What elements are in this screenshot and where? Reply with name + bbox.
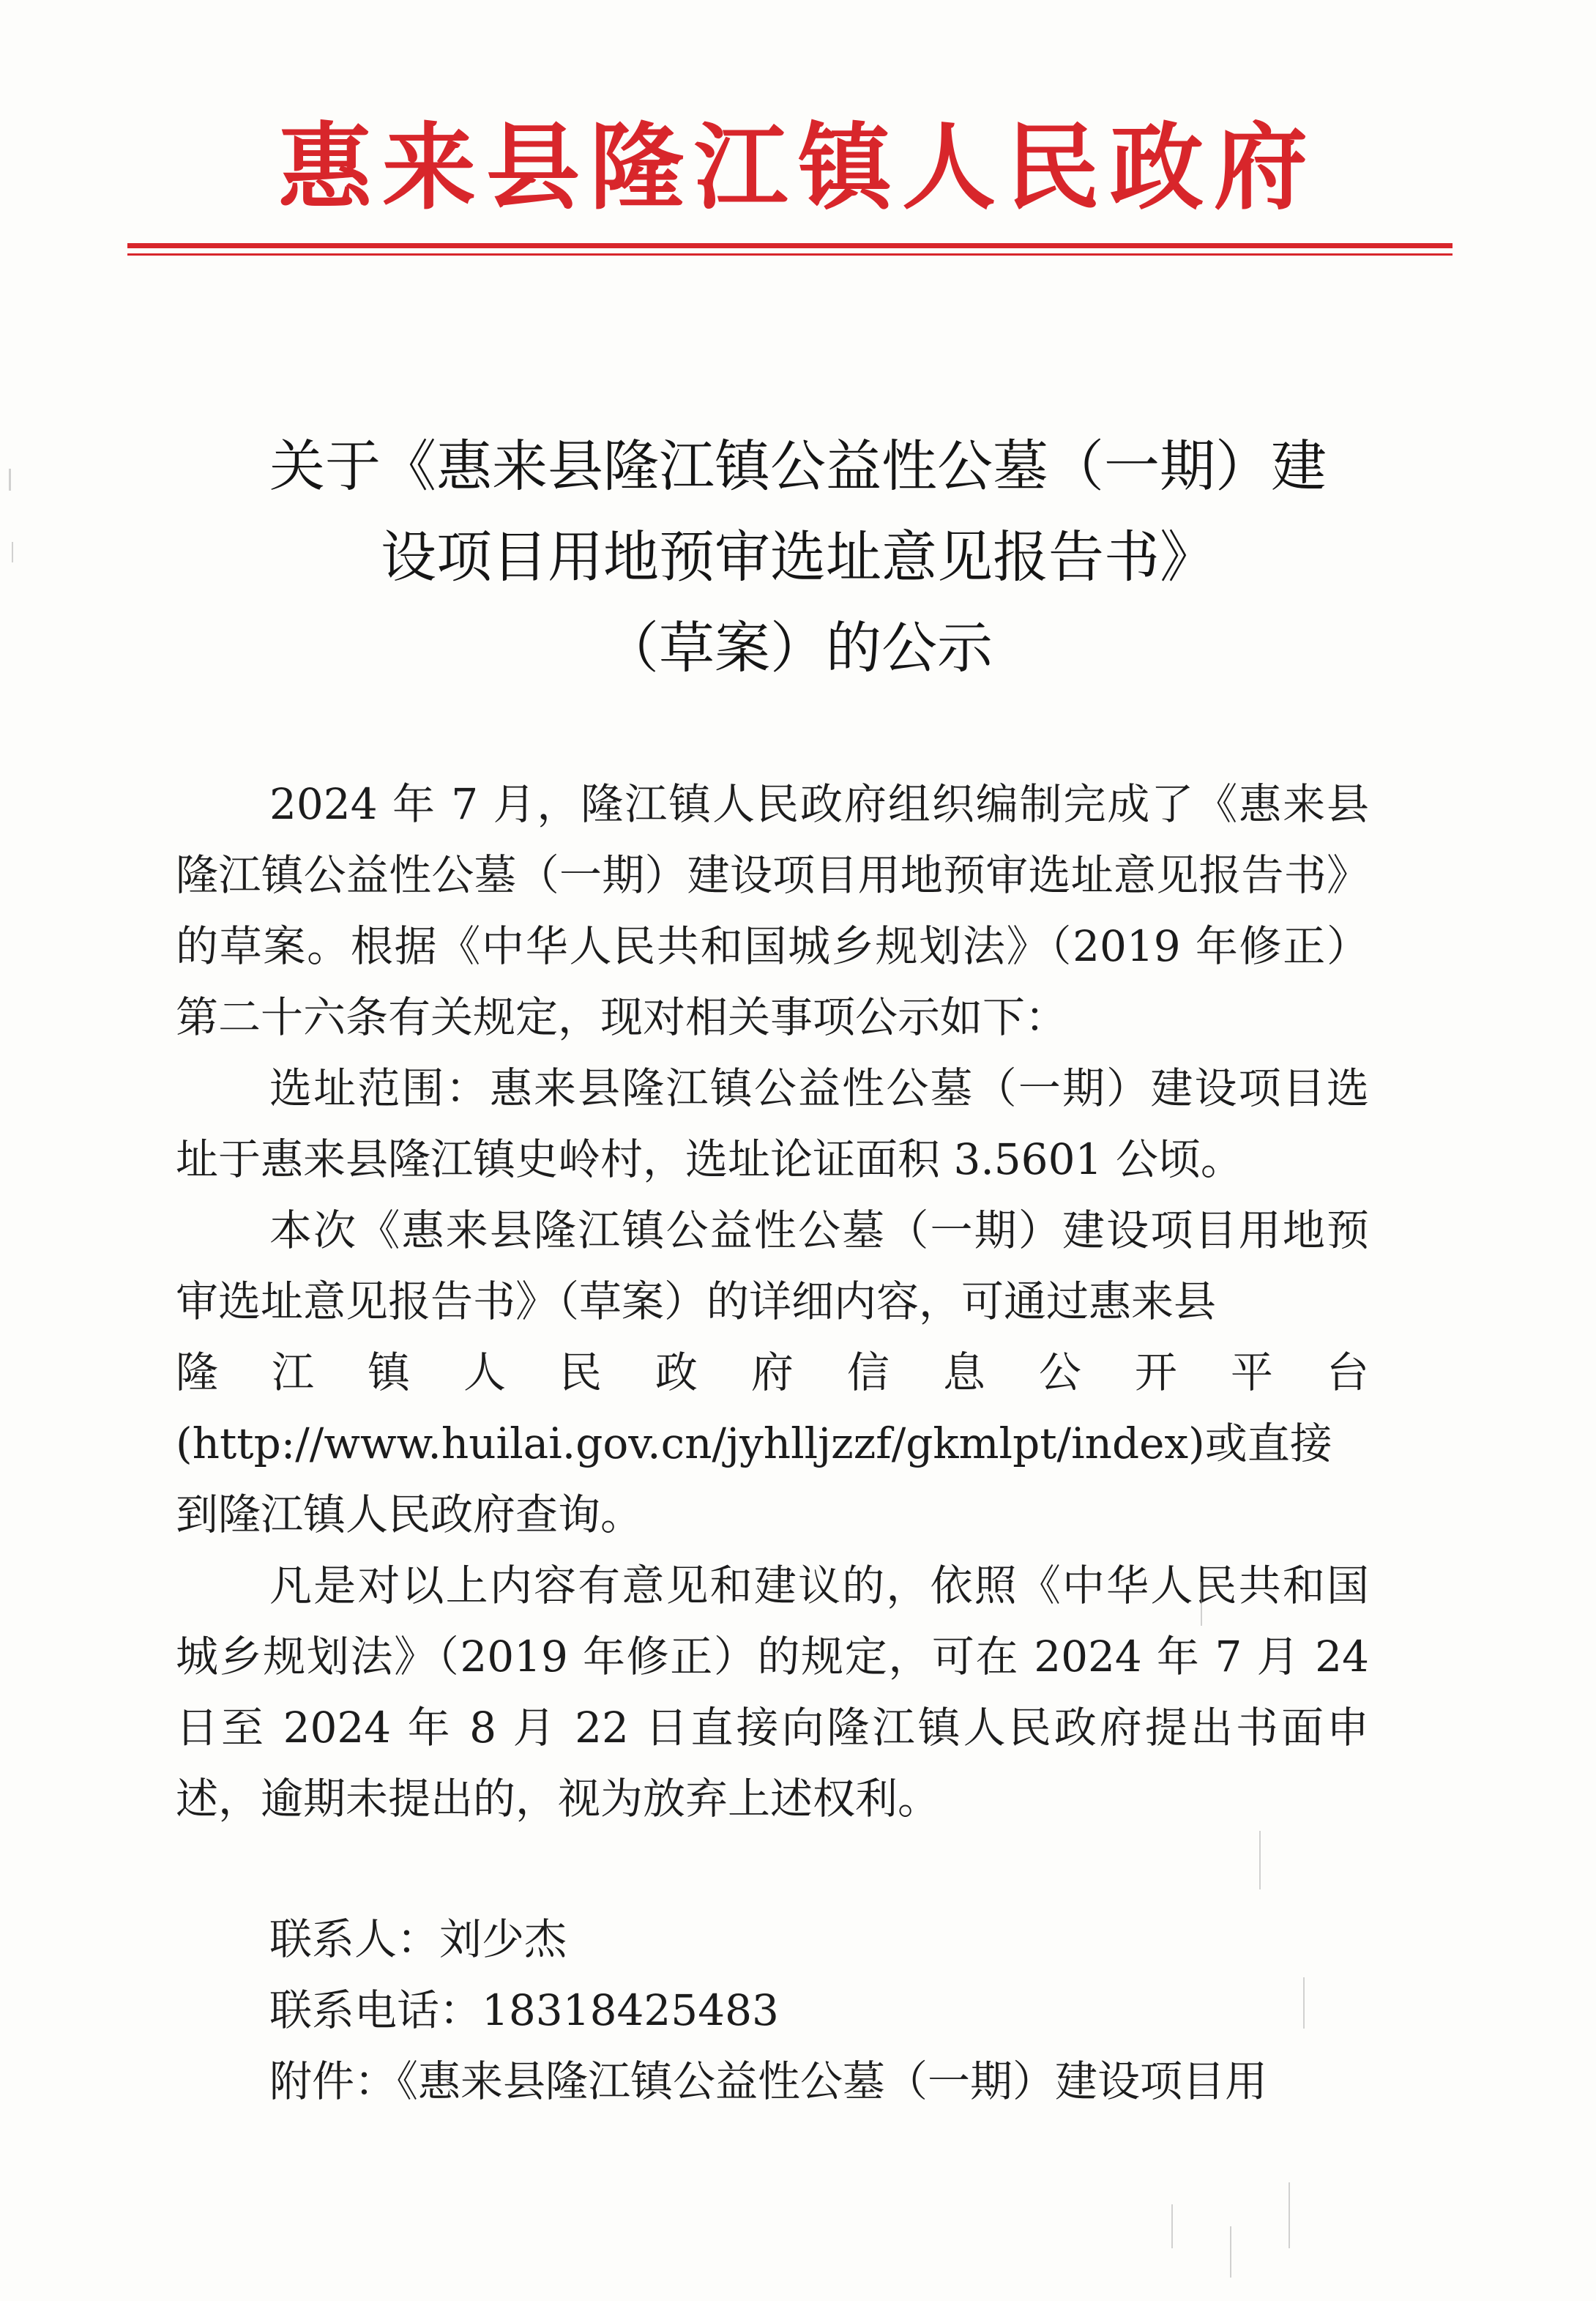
scan-mark — [1201, 1582, 1202, 1626]
paragraph-objection: 凡是对以上内容有意见和建议的，依照《中华人民共和国城乡规划法》（2019 年修正）的规定，可在 2024 年 7 月 24 日至 2024 年 8 月 22 日直接向隆江镇人民政府提出书面申述，逾期未提出的，视为放弃上述权利。 — [176, 1561, 1369, 1824]
paragraph-details-url: (http://www.huilai.gov.cn/jyhlljzzf/gkmlpt/index)或直接到隆江镇人民政府查询。 — [176, 1419, 1332, 1539]
letterhead-red-rule-thin — [127, 253, 1453, 256]
title-line-3: （草案）的公示 — [603, 615, 993, 680]
paragraph-site-scope: 选址范围：惠来县隆江镇公益性公墓（一期）建设项目选址于惠来县隆江镇史岭村，选址论证面积 3.5601 公顷。 — [176, 1063, 1369, 1184]
notice-body — [176, 769, 1369, 1835]
scan-mark — [1289, 2182, 1290, 2248]
paragraph-details-start: 本次《惠来县隆江镇公益性公墓（一期）建设项目用地预审选址意见报告书》（草案）的详细内容，可通过惠来县 — [176, 1205, 1369, 1326]
paragraph-details-platform-line: 隆 江 镇 人 民 政 府 信 息 公 开 平 台 — [176, 1347, 1369, 1397]
scan-mark — [1230, 2226, 1231, 2278]
letterhead-red-rule — [127, 243, 1453, 248]
scan-mark — [1259, 1831, 1261, 1889]
title-line-1: 关于《惠来县隆江镇公益性公墓（一期）建 — [269, 434, 1327, 499]
contact-block — [269, 1904, 1267, 2117]
title-line-2: 设项目用地预审选址意见报告书》 — [381, 524, 1215, 590]
attachment-line: 附件：《惠来县隆江镇公益性公墓（一期）建设项目用 — [269, 2056, 1268, 2106]
letterhead-org-name: 惠来县隆江镇人民政府 — [277, 114, 1318, 223]
scan-mark — [1303, 1977, 1305, 2029]
notice-title — [146, 421, 1450, 694]
scan-mark — [1171, 2204, 1173, 2248]
contact-person: 联系人：刘少杰 — [269, 1914, 567, 1964]
paragraph-intro: 2024 年 7 月，隆江镇人民政府组织编制完成了《惠来县隆江镇公益性公墓（一期）建设项目用地预审选址意见报告书》的草案。根据《中华人民共和国城乡规划法》（2019 年修正）第二十六条有关规定，现对相关事项公示如下： — [176, 779, 1369, 1042]
scan-mark — [9, 469, 11, 491]
contact-phone: 联系电话：18318425483 — [269, 1985, 779, 2035]
scan-mark — [12, 542, 13, 562]
